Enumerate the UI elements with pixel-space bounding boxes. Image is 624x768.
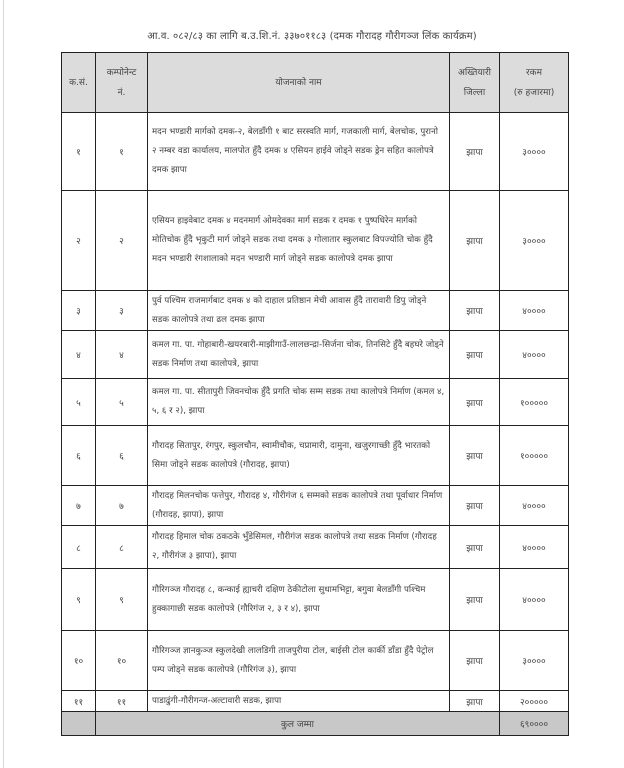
- row-sn: ६: [62, 426, 96, 486]
- page-edge: [3, 0, 4, 768]
- document-title: आ.व. ०८२/८३ का लागि ब.उ.शि.नं. ३३७०११८३ (दमक गौरादह गौरीगञ्ज लिंक कार्यक्रम): [147, 31, 477, 42]
- row-project-name: कमल गा. पा. गोहाबारी-खयरबारी-माझीगाउँ-लालछन्द्रा-सिर्जना चोक, तिनसिटे हुँदै बहघरे जोड्ने सडक निर्माण तथा कालोपत्रे, झापा: [148, 331, 450, 379]
- row-amount: ४००००: [500, 526, 569, 569]
- row-amount: १०००००: [500, 426, 569, 486]
- row-amount: ४००००: [500, 291, 569, 331]
- total-label: कुल जम्मा: [96, 712, 500, 736]
- row-sn: ९: [62, 569, 96, 631]
- row-district: झापा: [450, 191, 500, 291]
- table-row: [62, 379, 569, 426]
- row-sn: ४: [62, 331, 96, 379]
- row-district: झापा: [450, 631, 500, 691]
- row-component: ६: [96, 426, 148, 486]
- row-component: १: [96, 113, 148, 191]
- table-row: [62, 191, 569, 291]
- row-sn: १: [62, 113, 96, 191]
- row-component: २: [96, 191, 148, 291]
- row-component: ३: [96, 291, 148, 331]
- row-sn: ५: [62, 379, 96, 426]
- row-project-name: मदन भण्डारी मार्गको दमक-२, बेलडाँगी १ बाट सरस्वति मार्ग, गजकाली मार्ग, बेलचोक, पुरानो २ नम्बर वडा कार्यालय, मालपोत हुँदै दमक ४ एसियन हाईवे जोड्ने सडक ड्रेन सहित कालोपत्रे दमक झापा: [148, 113, 450, 191]
- row-component: ७: [96, 486, 148, 526]
- row-project-name: कमल गा. पा. सीतापुरी जिवनचोक हुँदै प्रगति चोक सम्म सडक तथा कालोपत्रे निर्माण (कमल ४, ५, ६ र २), झापा: [148, 379, 450, 426]
- row-project-name: गौरादह हिमाल चोक ठकठके भुँडेसिमल, गौरीगंज सडक कालोपत्रे तथा सडक निर्माण (गौरादह २, गौरीगंज ३ झापा), झापा: [148, 526, 450, 569]
- row-project-name: एसियन हाइवेबाट दमक ४ मदनमार्ग ओमदेवका मार्ग सडक र दमक १ पुष्पधिरेन मार्गको मोतिचोक हुँदै भृकुटी मार्ग जोड्ने सडक तथा दमक ३ गोलातार स्कुलबाट विपज्योति चोक हुँदै मदन भण्डारी रंगशालाको मदन भण्डारी मार्ग जोड्ने सडक कालोपत्रे दमक झापा: [148, 191, 450, 291]
- project-table: [61, 52, 569, 736]
- row-sn: ७: [62, 486, 96, 526]
- row-amount: ३००००: [500, 631, 569, 691]
- row-sn: ३: [62, 291, 96, 331]
- row-district: झापा: [450, 569, 500, 631]
- row-component: १०: [96, 631, 148, 691]
- header-amount: रकम (रु हजारमा): [500, 53, 569, 113]
- row-amount: ४००००: [500, 486, 569, 526]
- row-project-name: गौरिगञ्ज गौरादह ८, कन्काई ह्याचरी दक्षिण ठेकीटोला सुधामभिट्टा, बगुवा बेलडाँगी पश्चिम हुक्कागाछी सडक कालोपत्रे (गौरिगंज २, ३ र ४), झापा: [148, 569, 450, 631]
- row-amount: ४००००: [500, 331, 569, 379]
- row-district: झापा: [450, 113, 500, 191]
- row-district: झापा: [450, 291, 500, 331]
- row-district: झापा: [450, 379, 500, 426]
- row-amount: ३००००: [500, 113, 569, 191]
- row-amount: १०००००: [500, 379, 569, 426]
- row-amount: ४००००: [500, 569, 569, 631]
- table-row: [62, 331, 569, 379]
- row-component: ५: [96, 379, 148, 426]
- total-row: [62, 712, 569, 736]
- total-amount: ६९००००: [500, 712, 569, 736]
- row-component: ११: [96, 691, 148, 712]
- row-district: झापा: [450, 486, 500, 526]
- table-row: [62, 569, 569, 631]
- row-project-name: पाडाढुंगी-गौरीगन्ज-अल्टावारी सडक, झापा: [148, 691, 450, 712]
- table-row: [62, 113, 569, 191]
- row-sn: १०: [62, 631, 96, 691]
- row-sn: ११: [62, 691, 96, 712]
- header-project-name: योजनाको नाम: [148, 53, 450, 113]
- header-row: [62, 53, 569, 113]
- row-project-name: गौरादह मिलनचोक फत्तेपुर, गौरादह ४, गौरीगंज ६ सम्मको सडक कालोपत्रे तथा पूर्वाधार निर्माण (गौरादह, झापा), झापा: [148, 486, 450, 526]
- row-amount: ३००००: [500, 191, 569, 291]
- row-project-name: पुर्व पश्चिम राजमार्गबाट दमक ४ को दाहाल प्रतिष्ठान मेची आवास हुँदै तारावारी डिपु जोड्ने सडक कालोपत्रे तथा ढल दमक झापा: [148, 291, 450, 331]
- row-project-name: गौरिगञ्ज ज्ञानकुञ्ज स्कुलदेखी लालडिगी ताजपुरीया टोल, बाईसी टोल कार्की डाँडा हुँदै पेट्रोल पम्प जोड्ने सडक कालोपत्रे (गौरिगंज ३), झापा: [148, 631, 450, 691]
- header-sn: क.सं.: [62, 53, 96, 113]
- table-row: [62, 486, 569, 526]
- row-district: झापा: [450, 426, 500, 486]
- row-component: ४: [96, 331, 148, 379]
- row-amount: २०००००: [500, 691, 569, 712]
- row-district: झापा: [450, 331, 500, 379]
- row-sn: २: [62, 191, 96, 291]
- table-row: [62, 691, 569, 712]
- row-component: ९: [96, 569, 148, 631]
- row-component: ८: [96, 526, 148, 569]
- total-blank: [62, 712, 96, 736]
- header-district: अख्तियारी जिल्ला: [450, 53, 500, 113]
- table-row: [62, 291, 569, 331]
- header-component: कम्पोनेन्ट नं.: [96, 53, 148, 113]
- row-district: झापा: [450, 526, 500, 569]
- row-sn: ८: [62, 526, 96, 569]
- table-row: [62, 631, 569, 691]
- row-project-name: गौरादह सितापुर, रंगपुर, स्कुलचौन, स्वामीचौक, चप्रामारी, दामुना, खजुरगाच्छी हुँदै भारतको सिमा जोड्ने सडक कालोपत्रे (गौरादह, झापा): [148, 426, 450, 486]
- row-district: झापा: [450, 691, 500, 712]
- table-row: [62, 526, 569, 569]
- table-row: [62, 426, 569, 486]
